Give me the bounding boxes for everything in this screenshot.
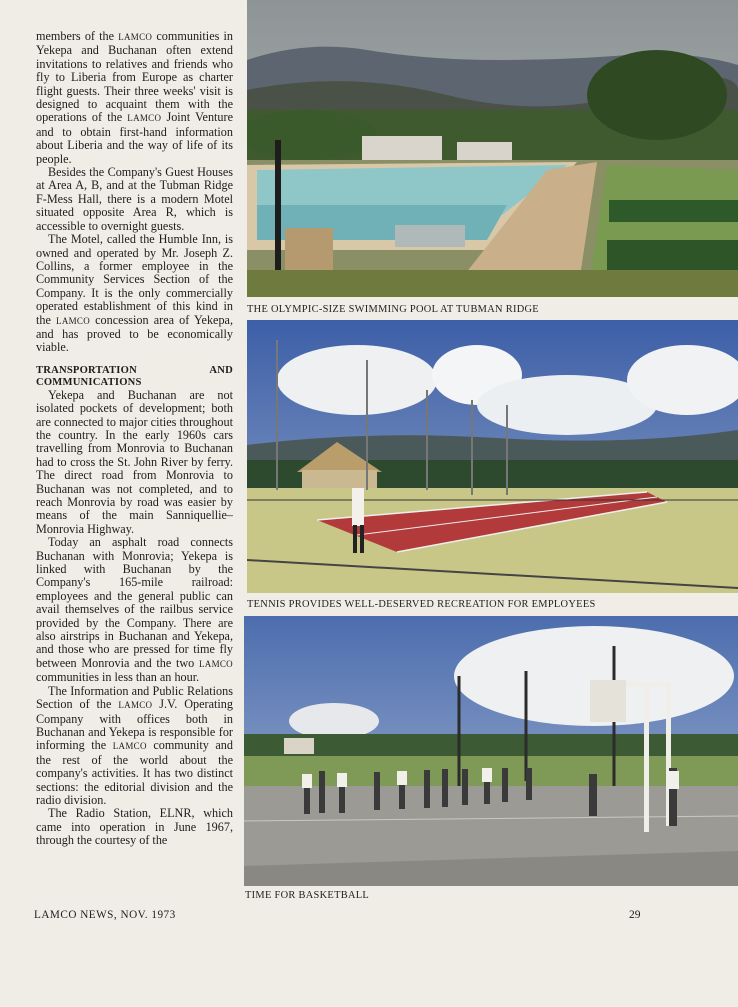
photo-caption-basketball: TIME FOR BASKETBALL (245, 890, 370, 901)
tennis-court-photo (247, 320, 738, 593)
article-paragraph-3: The Motel, called the Humble Inn, is owned and operated by Mr. Joseph Z. Collins, a former employee in the Community Services Section of the Company. It is the only commercially operated establishment of this kind in the LAMCO concession area of Yekepa, and has proved to be economically viable. (36, 232, 233, 355)
page-number: 29 (629, 909, 641, 921)
article-paragraph-4: Yekepa and Buchanan are not isolated pockets of development; both are connected to major cities throughout the country. In the early 1960s cars travelling from Monrovia to Buchanan had to cross the St. John River by ferry. The direct road from Monrovia to Buchanan was not completed, and to reach Monrovia by road was easier by means of the main Sanniquellie–Monrovia Highway. (36, 387, 233, 536)
article-paragraph-2: Besides the Company's Guest Houses at Area A, B, and at the Tubman Ridge F-Mess Hall, there is a modern Motel situated opposite Area R, which is accessible to overnight guests. (36, 165, 233, 233)
article-paragraph-7: The Radio Station, ELNR, which came into operation in June 1967, through the courtesy of the (36, 806, 233, 848)
photo-caption-tennis: TENNIS PROVIDES WELL-DESERVED RECREATION FOR EMPLOYEES (247, 599, 596, 610)
basketball-photo (244, 616, 738, 886)
publication-footer: LAMCO NEWS, NOV. 1973 (34, 909, 176, 921)
section-heading: TRANSPORTATION AND COMMUNICATIONS (36, 364, 233, 388)
article-paragraph-5: Today an asphalt road connects Buchanan with Monrovia; Yekepa is linked with Buchanan by the Company's 165-mile railroad: employees and the general public can avail themselves of the railbus service provided by the Company. There are also airstrips in Buchanan and Yekepa, and those who are pressed for time fly between Monrovia and the two LAMCO communities in less than an hour. (36, 535, 233, 685)
swimming-pool-photo (247, 0, 738, 297)
article-column (36, 30, 233, 848)
article-paragraph-1: members of the LAMCO communities in Yekepa and Buchanan often extend invitations to relatives and friends who fly to Liberia from Europe as charter flight guests. Their three weeks' visit is designed to acquaint them with the operations of the LAMCO Joint Venture and to obtain first-hand information about Liberia and the way of life of its people. (36, 29, 233, 166)
photo-caption-pool: THE OLYMPIC-SIZE SWIMMING POOL AT TUBMAN RIDGE (247, 304, 539, 315)
article-paragraph-6: The Information and Public Relations Section of the LAMCO J.V. Operating Company with offices both in Buchanan and Yekepa is responsible for informing the LAMCO community and the rest of the world about the company's activities. It has two distinct sections: the editorial division and the radio division. (36, 683, 233, 807)
